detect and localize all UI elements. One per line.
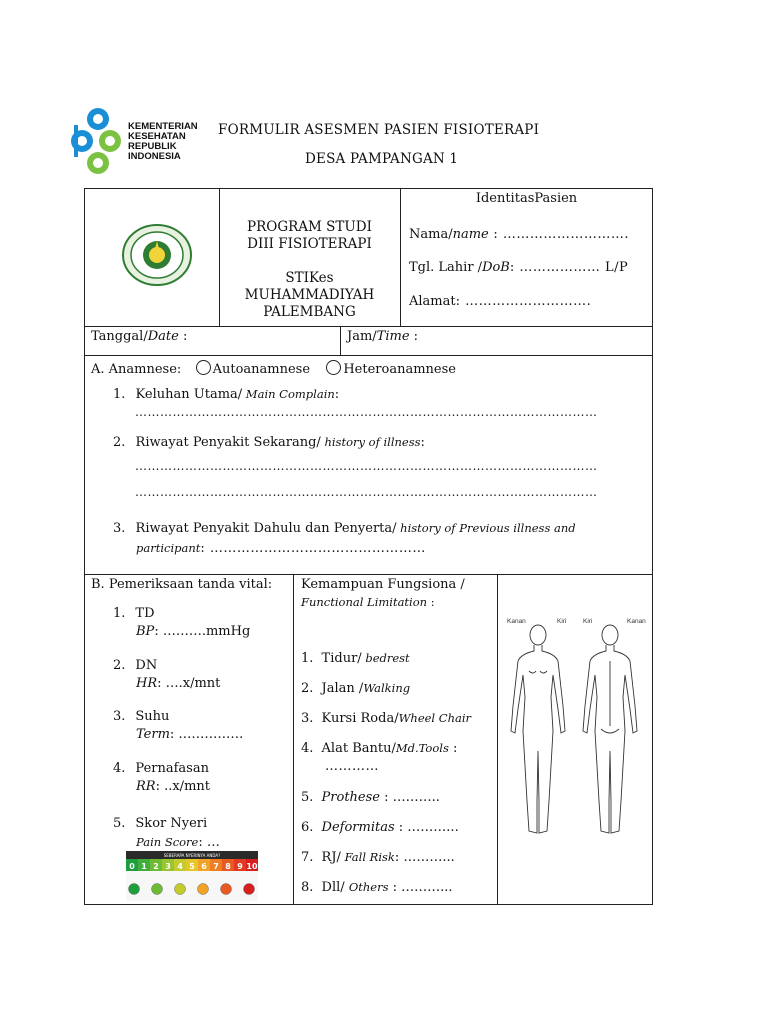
current-illness-item bbox=[113, 435, 425, 450]
functional-label-en: bedrest bbox=[361, 651, 410, 665]
functional-label-en: Wheel Chair bbox=[398, 711, 472, 725]
dob-value: : ……………… L/P bbox=[509, 260, 629, 275]
current-illness-label-en: history of illness bbox=[320, 435, 421, 449]
vital-item-bp[interactable] bbox=[113, 605, 250, 641]
date-colon: : bbox=[178, 329, 188, 344]
previous-illness-label-en: history of Previous illness and bbox=[396, 521, 576, 535]
functional-item[interactable] bbox=[301, 651, 410, 666]
time-label-en: Time bbox=[376, 329, 410, 344]
functional-suffix: : bbox=[448, 741, 458, 756]
back-left-label: Kiri bbox=[583, 618, 593, 625]
item-number: 4. bbox=[301, 741, 314, 756]
functional-item[interactable] bbox=[301, 850, 455, 865]
dob-label-en: DoB bbox=[482, 260, 510, 275]
name-label: Nama/ bbox=[409, 227, 453, 242]
ministry-line: KESEHATAN bbox=[128, 131, 186, 142]
name-value: : ………………………. bbox=[488, 227, 630, 242]
functional-label: RJ/ bbox=[321, 850, 341, 865]
autoanamnese-radio[interactable] bbox=[196, 360, 211, 375]
vital-label: DN bbox=[135, 658, 158, 673]
time-label: Jam/ bbox=[347, 329, 377, 344]
pain-scale-number: 7 bbox=[213, 862, 219, 871]
patient-dob-field[interactable] bbox=[409, 260, 628, 275]
divider bbox=[85, 574, 652, 575]
patient-name-field[interactable] bbox=[409, 227, 629, 242]
back-figure bbox=[583, 625, 637, 833]
pain-scale-number: 3 bbox=[165, 862, 171, 871]
vital-label: Suhu bbox=[135, 709, 170, 724]
pain-scale-number: 1 bbox=[141, 862, 147, 871]
vital-sub-en: Term bbox=[136, 727, 170, 742]
date-label: Tanggal/ bbox=[91, 329, 148, 344]
functional-label-en: Others bbox=[348, 880, 389, 894]
functional-label: Dll/ bbox=[321, 880, 349, 895]
institution-block bbox=[219, 219, 400, 321]
item-number: 1. bbox=[113, 387, 126, 402]
university-seal bbox=[121, 223, 193, 291]
item-number: 4. bbox=[113, 761, 126, 776]
date-label-en: Date bbox=[147, 329, 179, 344]
functional-heading-colon: : bbox=[427, 595, 435, 609]
functional-suffix: : ………... bbox=[394, 850, 455, 865]
vital-item-hr[interactable] bbox=[113, 657, 220, 693]
pain-scale-number: 5 bbox=[189, 862, 195, 871]
pain-scale-number: 10 bbox=[246, 862, 258, 871]
vital-value: : ..x/mnt bbox=[155, 779, 210, 794]
item-number: 1. bbox=[301, 651, 314, 666]
vital-value: : ….x/mnt bbox=[157, 676, 221, 691]
item-number: 6. bbox=[301, 820, 314, 835]
anamnesis-heading-row bbox=[91, 360, 456, 377]
pain-scale-title: SEBERAPA NYERINYA ANDA? bbox=[163, 853, 221, 858]
pain-scale-chart bbox=[126, 851, 258, 901]
functional-item[interactable] bbox=[301, 790, 440, 805]
item-number: 5. bbox=[113, 816, 126, 831]
autoanamnese-label: Autoanamnese bbox=[212, 362, 311, 377]
front-figure bbox=[511, 625, 565, 833]
functional-label: Tidur/ bbox=[321, 651, 362, 666]
functional-suffix: : ………... bbox=[394, 820, 459, 835]
main-complaint-label: Keluhan Utama/ bbox=[135, 387, 243, 402]
vital-value: : …………… bbox=[169, 727, 244, 742]
pain-face-icon bbox=[129, 884, 140, 895]
school-line: MUHAMMADIYAH bbox=[244, 287, 375, 303]
front-right-label: Kanan bbox=[507, 618, 526, 625]
previous-illness-line[interactable] bbox=[136, 541, 426, 556]
functional-label: Jalan / bbox=[321, 681, 364, 696]
vital-label: Skor Nyeri bbox=[135, 816, 208, 831]
functional-label-en: Prothese bbox=[321, 790, 380, 805]
current-illness-line[interactable]: ………………………………………………………………………………………………… bbox=[135, 485, 598, 499]
form-title: FORMULIR ASESMEN PASIEN FISIOTERAPI bbox=[218, 122, 540, 138]
current-illness-line[interactable]: ………………………………………………………………………………………………… bbox=[135, 459, 598, 473]
pain-scale-number: 2 bbox=[153, 862, 159, 871]
vital-sub-en: BP bbox=[136, 624, 155, 639]
pain-face-icon bbox=[221, 884, 232, 895]
previous-illness-label: Riwayat Penyakit Dahulu dan Penyerta/ bbox=[135, 521, 397, 536]
vital-item-pain[interactable] bbox=[113, 815, 220, 852]
body-outline-icon bbox=[499, 601, 651, 861]
functional-item[interactable] bbox=[301, 711, 471, 726]
item-number: 2. bbox=[113, 435, 126, 450]
divider bbox=[497, 574, 498, 904]
vital-sub-en: Pain Score bbox=[136, 835, 199, 849]
pain-scale-number: 6 bbox=[201, 862, 207, 871]
pain-face-icon bbox=[152, 884, 163, 895]
functional-item[interactable] bbox=[301, 820, 459, 835]
pain-face-icon bbox=[175, 884, 186, 895]
pain-scale-number: 0 bbox=[129, 862, 135, 871]
functional-label-en: Fall Risk bbox=[340, 850, 395, 864]
item-number: 3. bbox=[113, 709, 126, 724]
vital-label: TD bbox=[135, 606, 155, 621]
item-number: 5. bbox=[301, 790, 314, 805]
body-chart[interactable] bbox=[499, 601, 651, 861]
ministry-line: KEMENTERIAN bbox=[128, 121, 198, 132]
pain-scale-number: 8 bbox=[225, 862, 231, 871]
school-line: STIKes bbox=[285, 270, 334, 286]
vital-item-rr[interactable] bbox=[113, 760, 210, 796]
address-value: : ………………………. bbox=[455, 294, 592, 309]
functional-label-en: Deformitas bbox=[321, 820, 395, 835]
dob-label: Tgl. Lahir / bbox=[409, 260, 483, 275]
time-colon: : bbox=[409, 329, 419, 344]
vitals-heading: B. Pemeriksaan tanda vital: bbox=[91, 577, 273, 592]
patient-identity-heading: IdentitasPasien bbox=[475, 191, 578, 206]
anamnesis-heading: A. Anamnese: bbox=[91, 362, 182, 377]
vital-sub-en: HR bbox=[136, 676, 158, 691]
main-complaint-suffix: : bbox=[334, 387, 340, 402]
patient-address-field[interactable] bbox=[409, 294, 591, 309]
item-number: 3. bbox=[301, 711, 314, 726]
functional-suffix: : ……….. bbox=[380, 790, 440, 805]
back-right-label: Kanan bbox=[627, 618, 646, 625]
divider bbox=[340, 326, 341, 355]
functional-heading: Kemampuan Fungsiona / bbox=[301, 577, 465, 592]
address-label: Alamat bbox=[409, 294, 456, 309]
program-line: PROGRAM STUDI bbox=[247, 219, 372, 235]
current-illness-suffix: : bbox=[420, 435, 425, 450]
pain-face-icon bbox=[198, 884, 209, 895]
item-number: 3. bbox=[113, 521, 126, 536]
main-complaint-label-en: Main Complain bbox=[242, 387, 335, 401]
previous-illness-suffix: : ………………………………………… bbox=[200, 541, 426, 556]
vital-label: Pernafasan bbox=[135, 761, 209, 776]
pain-scale-number: 9 bbox=[237, 862, 243, 871]
ministry-line: INDONESIA bbox=[128, 151, 181, 162]
pain-face-icon bbox=[244, 884, 255, 895]
functional-label: Alat Bantu/ bbox=[321, 741, 396, 756]
main-complaint-line[interactable]: ………………………………………………………………………………………………… bbox=[135, 405, 598, 419]
current-illness-label: Riwayat Penyakit Sekarang/ bbox=[135, 435, 321, 450]
name-label-en: name bbox=[452, 227, 489, 242]
divider bbox=[400, 189, 401, 326]
ministry-line: REPUBLIK bbox=[128, 141, 177, 152]
program-line: DIII FISIOTERAPI bbox=[247, 236, 372, 252]
vital-sub-en: RR bbox=[136, 779, 156, 794]
functional-heading-en-row bbox=[301, 595, 435, 610]
seal-icon bbox=[121, 223, 193, 287]
heteroanamnese-label: Heteroanamnese bbox=[343, 362, 456, 377]
item-number: 2. bbox=[301, 681, 314, 696]
item-number: 2. bbox=[113, 658, 126, 673]
vital-item-temp[interactable] bbox=[113, 708, 243, 744]
tools-dots[interactable]: ………… bbox=[325, 759, 379, 774]
date-field[interactable] bbox=[91, 329, 187, 344]
previous-illness-item bbox=[113, 521, 576, 536]
functional-label-en: Walking bbox=[363, 681, 411, 695]
functional-item[interactable] bbox=[301, 741, 457, 756]
divider bbox=[85, 355, 652, 356]
pain-scale-number: 4 bbox=[177, 862, 183, 871]
functional-label-en: Md.Tools bbox=[395, 741, 449, 755]
vital-value: : ……….mmHg bbox=[154, 624, 251, 639]
form-subtitle: DESA PAMPANGAN 1 bbox=[305, 151, 459, 167]
functional-item[interactable] bbox=[301, 880, 453, 895]
time-field[interactable] bbox=[347, 329, 418, 344]
functional-suffix: : ………... bbox=[388, 880, 453, 895]
previous-illness-label-en2: participant bbox=[136, 541, 201, 555]
school-line: PALEMBANG bbox=[263, 304, 356, 320]
ministry-name bbox=[128, 122, 198, 162]
vital-value: : … bbox=[198, 835, 220, 850]
functional-heading-en: Functional Limitation bbox=[301, 595, 428, 609]
item-number: 8. bbox=[301, 880, 314, 895]
kemenkes-logo-icon bbox=[70, 105, 130, 183]
functional-item[interactable] bbox=[301, 681, 410, 696]
assessment-form bbox=[84, 188, 653, 905]
front-left-label: Kiri bbox=[557, 618, 567, 625]
divider bbox=[85, 326, 652, 327]
functional-label: Kursi Roda/ bbox=[321, 711, 399, 726]
pain-scale-graphic bbox=[126, 851, 258, 901]
main-complaint-item bbox=[113, 387, 339, 402]
item-number: 7. bbox=[301, 850, 314, 865]
item-number: 1. bbox=[113, 606, 126, 621]
heteroanamnese-radio[interactable] bbox=[326, 360, 341, 375]
divider bbox=[293, 574, 294, 904]
